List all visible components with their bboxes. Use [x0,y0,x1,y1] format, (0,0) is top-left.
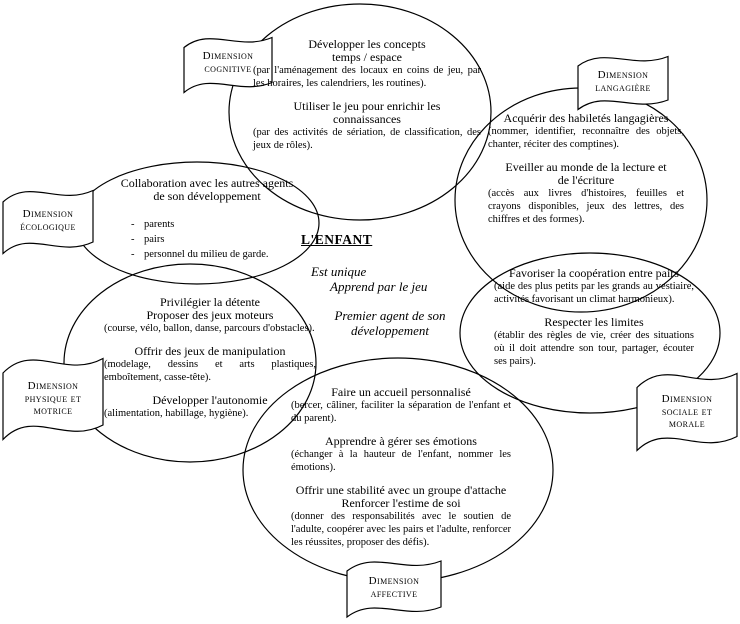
flag-label-line: affective [370,587,418,600]
bullet-item [131,217,311,232]
bubble-detail: (alimentation, habillage, hygiène). [104,408,249,419]
flag-label-line: écologique [20,220,76,233]
flag-label-line: Dimension [368,575,420,587]
flag-label-line: langagière [595,81,651,94]
bubble-heading-line: Favoriser la coopération entre pairs [509,266,679,280]
center-trait: Premier agent de son développement [334,308,446,338]
bubble-heading-line: Développer les concepts [308,37,426,51]
bubble-heading-line: Développer l'autonomie [152,393,268,407]
bubble-heading-line: temps / espace [332,50,402,64]
center-trait: Apprend par le jeu [330,279,428,294]
bubble-heading-line: de son développement [153,189,261,203]
bubble-heading-line: connaissances [333,112,401,126]
bubble-heading-line: Offrir des jeux de manipulation [134,344,286,358]
bubble-heading-line: Renforcer l'estime de soi [341,496,461,510]
bubble-heading-line: Utiliser le jeu pour enrichir les [293,99,441,113]
bubble-heading [291,435,511,448]
bubble-heading-line: de l'écriture [557,173,615,187]
bullet-text: parents [144,219,175,230]
bubble-detail: (établir des règles de vie, créer des situations où il doit attendre son tour, partager, écouter ses pairs). [494,330,694,367]
bubble-text-langagiere [488,112,684,226]
bubble-heading-line: Offrir une stabilité avec un groupe d'attache [295,483,507,497]
bubble-heading [494,316,694,329]
bullet-marker: - [131,219,135,230]
flag-label-physique [3,380,103,418]
bubble-heading-line: Faire un accueil personnalisé [331,385,471,399]
bubble-heading [104,345,316,358]
bubble-heading [104,296,316,322]
bubble-text-affective [291,386,511,549]
bullet-item [131,247,311,262]
flag-label-line: Dimension [202,50,254,62]
flag-label-line: Dimension [597,69,649,81]
flag-label-line: physique et [24,392,82,405]
flag-label-langagiere [578,69,668,94]
bubble-heading-line: Respecter les limites [544,315,644,329]
bubble-text-physique [104,296,316,420]
bubble-detail: (par l'aménagement des locaux en coins de jeu, par les horaires, les calendriers, les routines). [253,65,481,89]
bubble-heading-line: Apprendre à gérer ses émotions [325,434,477,448]
bubble-detail: (donner des responsabilités avec le soutien de l'adulte, coopérer avec les pairs et l'adulte, renforcer les réussites, proposer des défis). [291,511,511,548]
bubble-detail: (par des activités de sériation, de classification, des jeux de rôles). [253,127,481,151]
center-trait: Est unique [311,264,367,279]
flag-label-affective [347,575,441,600]
bubble-text-cognitive [253,38,481,152]
flag-label-sociale [637,393,737,431]
bullet-list [103,217,311,262]
bubble-detail: (nommer, identifier, reconnaître des objets, chanter, réciter des comptines). [488,126,684,150]
bubble-heading [291,484,511,510]
bubble-heading [488,112,684,125]
bubble-detail: (aide des plus petits par les grands au vestiaire, activités favorisant un climat harmonieux). [494,281,694,305]
bullet-text: personnel du milieu de garde. [144,249,269,260]
bubble-heading [494,267,694,280]
bubble-heading [253,100,481,126]
bubble-heading-line: Collaboration avec les autres agents [120,176,294,190]
bubble-detail: (modelage, dessins et arts plastiques, emboîtement, casse-tête). [104,359,316,383]
bullet-marker: - [131,249,135,260]
flag-label-line: motrice [33,405,73,417]
bubble-heading [103,177,311,203]
flag-label-line: sociale et [661,405,713,418]
bubble-detail: (bercer, câliner, faciliter la séparation de l'enfant et du parent). [291,400,511,424]
bubble-text-sociale [494,267,694,368]
bubble-text-ecologique [103,177,311,262]
bubble-heading-line: Proposer des jeux moteurs [146,308,274,322]
bubble-heading [291,386,511,399]
flag-label-line: morale [668,418,706,430]
flag-label-line: cognitive [204,62,252,75]
bubble-heading-line: Privilégier la détente [160,295,260,309]
bubble-heading [253,38,481,64]
flag-label-ecologique [3,208,93,233]
bullet-text: pairs [144,234,165,245]
center-title: L'ENFANT [301,232,373,247]
bubble-detail: (accès aux livres d'histoires, feuilles et crayons disponibles, jeux des lettres, des chiffres et des formes). [488,188,684,225]
bubble-heading [488,161,684,187]
bullet-marker: - [131,234,135,245]
flag-label-line: Dimension [27,380,79,392]
bubble-heading [104,394,316,407]
bubble-heading-line: Acquérir des habiletés langagières [503,111,669,125]
bubble-detail: (échanger à la hauteur de l'enfant, nommer les émotions). [291,449,511,473]
bubble-heading-line: Eveiller au monde de la lecture et [505,160,667,174]
bubble-detail: (course, vélo, ballon, danse, parcours d'obstacles). [104,323,315,334]
flag-label-line: Dimension [22,208,74,220]
flag-label-line: Dimension [661,393,713,405]
bullet-item [131,232,311,247]
